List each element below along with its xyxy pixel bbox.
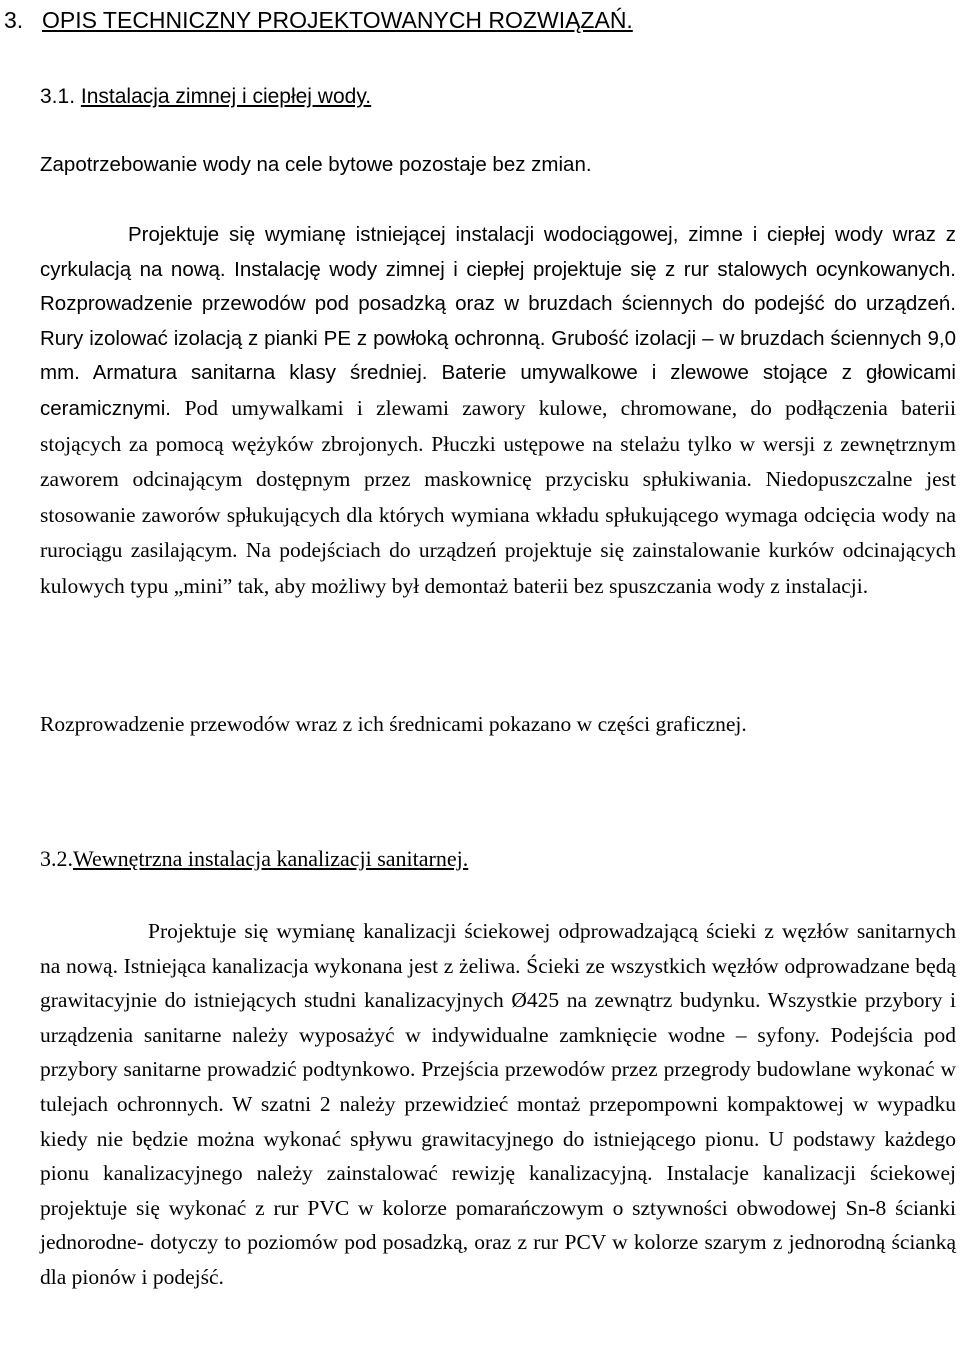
section-3-2-number: 3.2.	[40, 846, 73, 871]
section-3-heading	[4, 6, 633, 34]
section-3-2-heading	[40, 844, 468, 874]
section-3-1-paragraph-1: Zapotrzebowanie wody na cele bytowe pozostaje bez zmian.	[40, 153, 592, 176]
section-3-1-title: Instalacja zimnej i ciepłej wody.	[80, 85, 372, 108]
section-3-2-paragraph-1	[40, 914, 956, 1295]
section-3-2-title: Wewnętrzna instalacja kanalizacji sanitarnej.	[73, 846, 469, 871]
section-3-1-paragraph-3: Rozprowadzenie przewodów wraz z ich średnicami pokazano w części graficznej.	[40, 712, 747, 736]
section-3-1-number: 3.1.	[40, 85, 76, 108]
section-3-number: 3.	[4, 7, 24, 33]
section-3-1-paragraph-2	[40, 218, 956, 605]
section-3-1-paragraph-2-sans: Projektuje się wymianę istniejącej instalacji wodociągowej, zimne i ciepłej wody wraz z cyrkulacją na nową. Instalację wody zimnej i ciepłej projektuje się z rur stalowych ocynkowanych. Rozprowadzenie przewodów pod posadzką oraz w bruzdach ściennych do podejść do urządzeń. Rury izolować izolacją z pianki PE z powłoką ochronną. Grubość izolacji – w bruzdach ściennych 9,0 mm. Armatura sanitarna klasy średniej. Baterie umywalkowe i zlewowe stojące z głowicami ceramicznymi.	[40, 223, 956, 420]
section-3-2-paragraph-1-text: Projektuje się wymianę kanalizacji ściekowej odprowadzającą ścieki z węzłów sanitarnych na nową. Istniejąca kanalizacja wykonana jest z żeliwa. Ścieki ze wszystkich węzłów odprowadzane będą grawitacyjnie do istniejących studni kanalizacyjnych Ø425 na zewnątrz budynku. Wszystkie przybory i urządzenia sanitarne należy wyposażyć w indywidualne zamknięcie wodne – syfony. Podejścia pod przybory sanitarne prowadzić podtynkowo. Przejścia przewodów przez przegrody budowlane wykonać w tulejach ochronnych. W szatni 2 należy przewidzieć montaż przepompowni kompaktowej w wypadku kiedy nie będzie można wykonać spływu grawitacyjnego do istniejącego pionu. U podstawy każdego pionu kanalizacyjnego należy zainstalować rewizję kanalizacyjną. Instalacje kanalizacji ściekowej projektuje się wykonać z rur PVC w kolorze pomarańczowym o sztywności obwodowej Sn-8 ścianki jednorodne- dotyczy to poziomów pod posadzką, oraz z rur PCV w kolorze szarym z jednorodną ścianką dla pionów i podejść.	[40, 919, 956, 1289]
section-3-1-heading	[40, 84, 371, 110]
section-3-title: OPIS TECHNICZNY PROJEKTOWANYCH ROZWIĄZAŃ.	[42, 7, 633, 33]
section-3-1-paragraph-2-serif: Pod umywalkami i zlewami zawory kulowe, chromowane, do podłączenia baterii stojących za pomocą wężyków zbrojonych. Płuczki ustępowe na stelażu tylko w wersji z zewnętrznym zaworem odcinającym dostępnym przez maskownicę przycisku spłukiwania. Niedopuszczalne jest stosowanie zaworów spłukujących dla których wymiana wkładu spłukującego wymaga odcięcia wody na rurociągu zasilającym. Na podejściach do urządzeń projektuje się zainstalowanie kurków odcinających kulowych typu „mini” tak, aby możliwy był demontaż baterii bez spuszczania wody z instalacji.	[40, 395, 956, 598]
